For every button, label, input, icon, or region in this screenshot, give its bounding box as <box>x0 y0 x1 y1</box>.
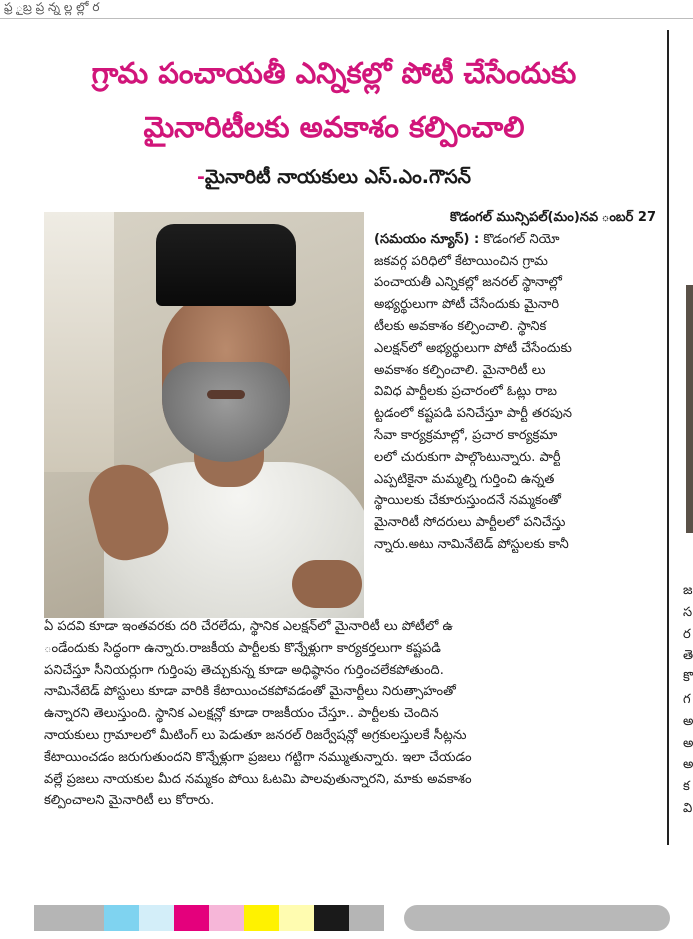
previous-article-strip <box>0 0 693 19</box>
adjacent-text-line: అ <box>683 735 693 751</box>
article-line: అవకాశం కల్పించాలి. మైనారిటీ లు <box>374 362 546 378</box>
source-line-text: కొడంగల్ నియో <box>483 231 560 247</box>
article-line: అభ్యర్థులుగా పోటీ చేసేందుకు మైనారి <box>374 297 560 313</box>
photo-cap <box>156 224 296 306</box>
article-line: మైనారిటీ సోదరులు పార్టీలలో పనిచేస్తు <box>374 515 566 531</box>
adjacent-text-line: అ <box>683 757 693 773</box>
article-line: పంచాయతీ ఎన్నికల్లో జనరల్ స్థానాల్లో <box>374 275 562 291</box>
adjacent-text-line: అ <box>683 713 693 729</box>
color-swatch <box>34 905 104 931</box>
article-line: వల్లే ప్రజలు నాయకుల మీద నమ్మకం పోయి ఓటమి పాలవుతున్నారని, మాకు అవకాశం <box>44 771 472 787</box>
article-photo <box>44 212 364 618</box>
article-line: నాయకులు గ్రామాలలో మీటింగ్ లు పెడుతూ జనరల్ రిజర్వేషన్లో అగ్రకులస్తులకే సీట్లను <box>44 727 467 743</box>
photo-hand-right <box>292 560 362 608</box>
article-line: లలో చురుకుగా పాల్గొంటున్నారు. పార్టీ <box>374 449 561 465</box>
article-line: న్నారు.అటు నామినేటెడ్ పోస్టులకు కానీ <box>374 536 569 552</box>
source-credit: (సమయం న్యూస్) : <box>374 231 480 247</box>
adjacent-article-text <box>683 580 693 820</box>
article-line: సేవా కార్యక్రమాల్లో, ప్రచార కార్యక్రమా <box>374 427 558 443</box>
article-line: వివిధ పార్టీలకు ప్రచారంలో ఓట్లు రాబ <box>374 384 558 400</box>
byline <box>18 166 650 193</box>
color-swatch <box>139 905 174 931</box>
headline-line-1: గ్రామ పంచాయతీ ఎన్నికల్లో పోటీ చేసేందుకు <box>91 56 577 90</box>
article-line: ఉన్నారని తెలుస్తుంది. స్థానిక ఎలక్షన్లో కూడా రాజకీయం చేస్తూ.. పార్టీలకు చెందిన <box>44 706 439 722</box>
article-line: ఎప్పటికైనా మమ్మల్ని గుర్తించి ఉన్నత <box>374 471 555 487</box>
headline-line-2: మైనారిటీలకు అవకాశం కల్పించాలి <box>143 110 525 144</box>
color-swatch <box>244 905 279 931</box>
article-text-wide <box>44 616 656 812</box>
adjacent-text-line: తె <box>683 648 693 664</box>
color-swatch <box>314 905 349 931</box>
adjacent-article-photo <box>686 285 693 533</box>
adjacent-text-line: వి <box>683 800 693 816</box>
article-line: ఎలక్షన్‌లో అభ్యర్థులుగా పోటీ చేసేందుకు <box>374 340 572 356</box>
article-line: కేటాయించడం జరుగుతుందని కొన్నేళ్లుగా ప్రజలు గట్టిగా నమ్ముతున్నారు. ఇలా చేయడం <box>44 749 472 765</box>
color-swatch <box>279 905 314 931</box>
source-line <box>374 229 656 251</box>
article-line: కల్పించాలని మైనారిటీ లు కోరారు. <box>44 793 215 809</box>
byline-dash: - <box>196 166 205 188</box>
adjacent-text-line: కొ <box>683 670 693 686</box>
color-swatch <box>209 905 244 931</box>
adjacent-text-line: క <box>683 779 690 795</box>
print-color-bar <box>34 905 384 931</box>
article-line: నామినేటెడ్ పోస్టులు కూడా వారికి కేటాయించకపోవడంతో మైనార్టీలు నిరుత్సాహంతో <box>44 684 456 700</box>
article-line: ండేందుకు సిద్ధంగా ఉన్నారు.రాజకీయ పార్టీలకు కొన్నేళ్లుగా కార్యకర్తలుగా కష్టపడి <box>44 640 441 656</box>
color-swatch <box>104 905 139 931</box>
color-swatch <box>174 905 209 931</box>
photo-beard <box>162 362 290 462</box>
column-rule <box>667 30 669 845</box>
adjacent-text-line: స <box>683 604 693 620</box>
print-gray-bar <box>404 905 670 931</box>
color-swatch <box>349 905 384 931</box>
article-line: స్థాయిలకు చేకూరుస్తుందనే నమ్మకంతో <box>374 493 561 509</box>
photo-background <box>44 212 114 472</box>
adjacent-text-line: జ <box>683 583 693 598</box>
article-line: టీలకు అవకాశం కల్పించాలి. స్థానిక <box>374 318 547 334</box>
adjacent-text-line: గ <box>683 691 691 707</box>
article-line: పనిచేస్తూ సీనియర్లుగా గుర్తింపు తెచ్చుకున్న కూడా అధిష్ఠానం గుర్తించలేకపోతుంది. <box>44 662 444 678</box>
article-line: ట్టడంలో కష్టపడి పనిచేస్తూ పార్టీ తరపున <box>374 406 572 422</box>
previous-article-text: ఫ్ర ౖబ్ర ప్ర న్న ల్ల ల్లో ర <box>4 0 100 14</box>
photo-mouth <box>207 390 245 399</box>
byline-text: మైనారిటీ నాయకులు ఎస్.ఎం.గౌసన్ <box>204 166 472 188</box>
article-line: ఏ పదవి కూడా ఇంతవరకు దరి చేరలేదు, స్థానిక ఎలక్షన్‌లో మైనారిటీ లు పోటీలో ఉ <box>44 619 453 634</box>
article-line: జకవర్గ పరిధిలో కేటాయించిన గ్రామ <box>374 253 548 269</box>
dateline: కొడంగల్ మున్సిపల్(మం)నవ ంబర్ 27 <box>449 210 656 225</box>
adjacent-text-line: ర <box>683 626 691 642</box>
article-text-narrow <box>374 207 656 556</box>
